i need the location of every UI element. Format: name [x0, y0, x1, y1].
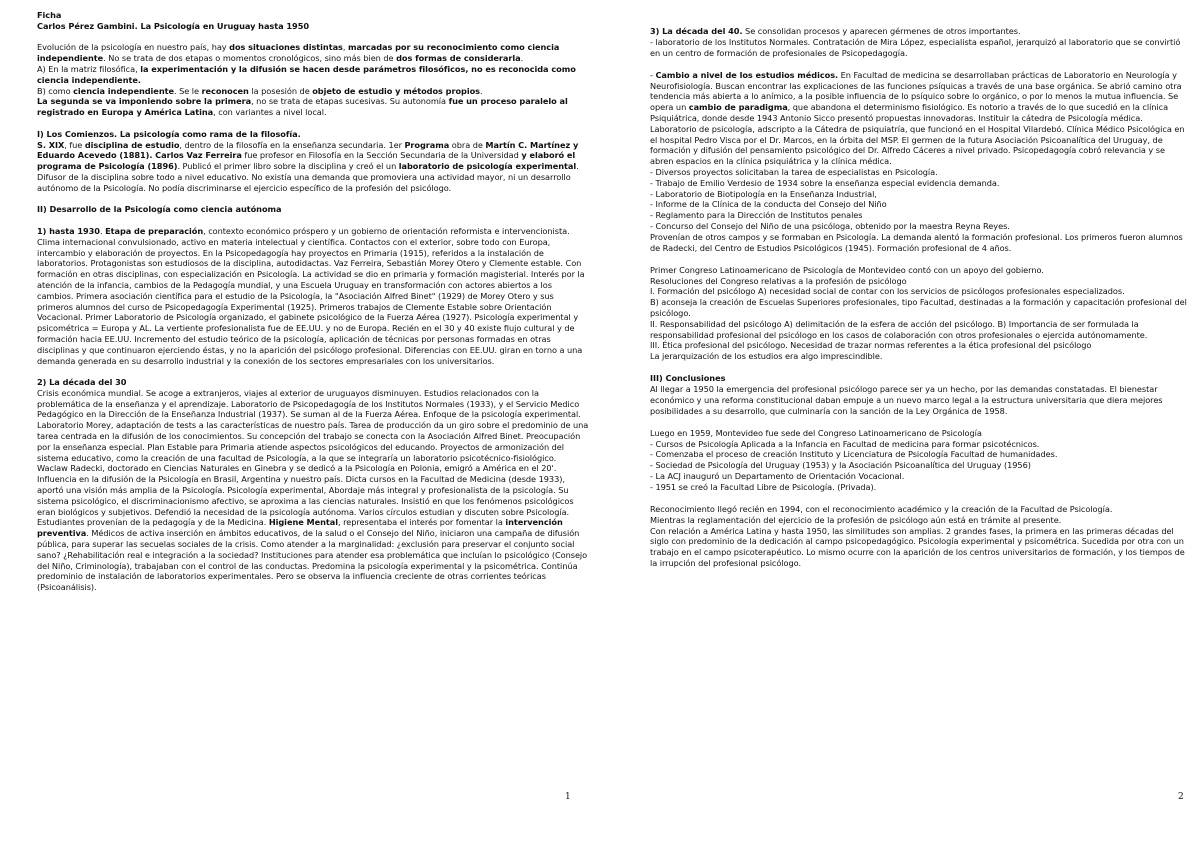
text-run: Al llegar a 1950 la emergencia del profesional psicólogo parece ser ya un hecho, por las demandas constatadas. El bienestar económico y una reforma constitucional daban empuje a un nuevo marco legal a la estructura universitaria que diera mejores posibilidades a su desarrollo, que culminaría con la sanción de la Ley Orgánica de 1958. [650, 384, 1163, 416]
paragraph [650, 210, 1190, 221]
text-run: - La ACJ inauguró un Departamento de Orientación Vocacional. [650, 471, 905, 482]
paragraph [650, 265, 1190, 276]
paragraph [37, 388, 589, 464]
text-run: Se consolidan procesos y aparecen gérmenes de otros importantes. [742, 26, 1021, 36]
bold-text-run: S. XIX [37, 139, 65, 150]
bold-text-run: dos situaciones distintas [229, 42, 343, 53]
text-run: II. Responsabilidad del psicólogo A) delimitación de la esfera de acción del psicólogo. B) Importancia de ser formulada la responsabilidad profesional del psicólogo en los casos de colaboración con otros profesionales o ejercida autónomamente. [650, 318, 1148, 340]
text-run: - 1951 se creó la Facultad Libre de Psicología. (Privada). [650, 481, 877, 492]
subsection-decada-30 [37, 388, 589, 593]
text-run: - Reglamento para la Dirección de Institutos penales [650, 210, 863, 221]
paragraph [650, 515, 1190, 526]
bold-text-run: Cambio a nivel de los estudios médicos. [655, 69, 839, 80]
section-heading-desarrollo: II) Desarrollo de la Psicología como ciencia autónoma [37, 204, 282, 215]
section-heading-comienzos: I) Los Comienzos. La psicología como rama de la filosofía. [37, 128, 301, 139]
text-run: Evolución de la psicología en nuestro país, hay [37, 42, 230, 53]
text-run: - Laboratorio de Biotipología en la Enseñanza Industrial, [650, 188, 877, 199]
text-run: B) aconseja la creación de Escuelas Superiores profesionales, tipo Facultad, destinadas a la formación y capacitación profesional del psicólogo. [650, 297, 1187, 318]
paragraph [650, 286, 1190, 297]
text-run: , no se trata de etapas sucesivas. Su autonomía [251, 96, 449, 107]
bold-text-run: ciencia independiente [73, 85, 174, 96]
text-run: . Se le [173, 85, 202, 96]
bold-text-run: marcadas por su reconocimiento como ciencia independiente [37, 42, 560, 64]
text-run: , dentro de la filosofía en la enseñanza secundaria. 1er [179, 139, 405, 150]
bold-text-run: intervención preventiva [37, 517, 563, 539]
text-run: Mientras la reglamentación del ejercicio de la profesión de psicólogo aún está en trámite al presente. [650, 514, 1062, 525]
paragraph [650, 428, 1190, 439]
text-run: . Publicó el primer libro sobre la disciplina y creó el un [177, 161, 399, 172]
paragraph [650, 70, 1190, 167]
bold-text-run: fue un proceso paralelo al registrado en Europa y América Latina [37, 96, 568, 118]
document-label: Ficha [37, 10, 62, 20]
page-number: 2 [1178, 792, 1184, 802]
bold-text-run: Programa [404, 139, 450, 150]
document-title: La Psicología en Uruguay hasta 1950 [140, 20, 309, 31]
text-run: - Sociedad de Psicología del Uruguay (1953) y la Asociación Psicoanalítica del Uruguay (1956) [650, 460, 1031, 471]
text-run: Luego en 1959, Montevideo fue sede del Congreso Latinoamericano de Psicología [650, 427, 982, 438]
paragraph [37, 42, 589, 64]
bold-text-run: 3) La década del 40. [650, 26, 743, 36]
cambio-estudios-medicos [650, 70, 1190, 254]
text-run: - Diversos proyectos solicitaban la tarea de especialistas en Psicología. [650, 166, 938, 177]
paragraph [37, 140, 589, 194]
paragraph [650, 232, 1190, 254]
bold-text-run: objeto de estudio y métodos propios [312, 85, 481, 96]
paragraph [650, 439, 1190, 450]
paragraph [650, 384, 1190, 416]
text-run: - laboratorio de los Institutos Normales. Contratación de Mira López, especialista español, jerarquizó al laboratorio que se convirtió en un centro de formación de profesionales de Psicopedagogía. [650, 36, 1181, 58]
text-run: obra de [449, 139, 486, 150]
paragraph [650, 221, 1190, 232]
paragraph [650, 37, 1190, 59]
page-2 [600, 0, 1200, 849]
text-run: , con variantes a nivel local. [213, 107, 327, 118]
bold-text-run: Martín C. Martínez y Eduardo Acevedo (1881). Carlos Vaz Ferreira [37, 139, 579, 161]
paragraph [650, 504, 1190, 515]
bold-text-run: 1) hasta 1930 [37, 225, 100, 236]
bold-text-run: cambio de paradigma [688, 102, 788, 113]
text-run: . [99, 225, 106, 236]
paragraph [37, 64, 589, 86]
bold-text-run: reconocen [201, 85, 249, 96]
text-run: En Facultad de medicina se desarrollaban prácticas de Laboratorio en Neurología y Neurofisiología. Buscan encontrar las explicaciones de las funciones psíquicas a través de una base orgánica. Se abrió camino otra tendencia más abierta a lo anímico, a la posible influencia de lo psíquico sobre lo orgánico, o por lo menos la mutua influencia. Se opera un [650, 69, 1182, 113]
paragraph [650, 482, 1190, 493]
text-run: , contexto económico próspero y un gobierno de orientación reformista e intervencionista. Clima internacional convulsionado, activo en materia intelectual y científica. Contactos con el exterior, sobre todo con Europa, intercambio y elaboración de proyectos. En la Psicopedagogía hay proyectos en Primaria (1915), referidos a la instalación de laboratorios. Protagonistas son estudiosos de la disciplina, autodidactas. Vaz Ferreira, Sebastián Morey Otero y Clemente estable. Con formación en otras disciplinas, con especialización en Psicología. La actividad se dio en primaria y formación magisterial. Interés por la atención de la infancia, cambios de la Pedagogía mundial, y una Escuela Uruguay en transformación con actores abiertos a los cambios. Primera asociación científica para el estudio de la Psicología, la "Asociación Alfred Binet" (1929) de Morey Otero y sus primeros alumnos del curso de Psicopedagogía Experimental (1925). Primeros trabajos de Clemente Estable sobre Orientación Vocacional. Primer Laboratorio de Psicología organizado, el gabinete psicológico de la Fuerza Aérea (1927). Psicología experimental y psicométrica = Europa y AL. La vertiente profesionalista fue de EE.UU. y no de Europa. Recién en el 30 y 40 existe flujo cultural y de formación hacia EE.UU. Incremento del estudio teórico de la psicología, aplicación de técnicas por personas formadas en otras disciplinas y que continuaron ejerciendo éstas, y no la aparición del psicólogo profesional. Diferencias con EE.UU. giran en torno a una demanda generada en su desarrollo industrial y la conexión de los sectores empresariales con los universitarios. [37, 225, 585, 366]
bold-text-run: dos formas de considerarla [396, 53, 521, 64]
text-run: - Cursos de Psicología Aplicada a la Infancia en Facultad de medicina para formar psicotécnicos. [650, 438, 1040, 449]
bold-text-run: disciplina de estudio [84, 139, 180, 150]
bold-text-run: laboratorio de psicología experimental [398, 161, 577, 172]
author-name: Carlos Pérez Gambini. [37, 20, 138, 31]
paragraph [650, 199, 1190, 210]
text-run: . No se trata de dos etapas o momentos cronológicos, sino más bien de [103, 53, 397, 64]
text-run: la posesión de [248, 85, 313, 96]
section-heading-conclusiones: III) Conclusiones [650, 373, 726, 384]
paragraph [650, 340, 1190, 351]
text-run: Con relación a América Latina y hasta 1950, las similitudes son amplias. 2 grandes fases, la primera en las primeras décadas del siglo con predominio de la dedicación al campo psicopedagógico. Psicología experimental y psicométrica. Sucedida por otra con un trabajo en el campo psicoterapéutico. Lo mismo ocurre con la aparición de los centros universitarios de formación, y los tiempos de la irrupción del profesional psicólogo. [650, 525, 1185, 569]
paragraph [650, 26, 1190, 37]
paragraph [650, 167, 1190, 178]
bold-text-run: y elaboró el programa de Psicología (1896) [37, 150, 576, 172]
bold-text-run: Higiene Mental [268, 517, 338, 528]
text-run: Waclaw Radecki, doctorado en Ciencias Naturales en Ginebra y se dedicó a la Psicología en Polonia, emigró a América en el 20'. Influencia en la difusión de la Psicología en Brasil, Argentina y nuestro país. Dicta cursos en la Facultad de Medicina (desde 1933), aportó una visión más amplia de la Psicología. Psicología experimental, Abordaje más integral y profesionalista de la psicología. Su sistema psicológico, el discriminacionismo afectivo, se aproxima a las ciencias naturales. Insistió en que los fenómenos psicológicos eran biológicos y subjetivos. Defendió la necesidad de la psicología autónoma. Varios círculos estudian y discuten sobre Psicología. Estudiantes provenían de la pedagogía y de la Medicina. [37, 463, 574, 528]
text-run: III. Ética profesional del psicólogo. Necesidad de trazar normas referentes a la ética profesional del psicólogo [650, 340, 1092, 351]
text-run: . [480, 85, 483, 96]
text-run: fue profesor en Filosofía en la Sección Secundaria de la Universidad [241, 150, 522, 161]
paragraph [650, 526, 1190, 569]
document-title-line [37, 21, 589, 32]
text-run: . [520, 53, 524, 64]
paragraph [650, 471, 1190, 482]
text-run: B) como [37, 85, 74, 96]
text-run: La jerarquización de los estudios era algo imprescindible. [650, 351, 883, 362]
conclusiones-body [650, 384, 1190, 416]
text-run: - Informe de la Clínica de la conducta del Consejo del Niño [650, 199, 887, 210]
paragraph [650, 449, 1190, 460]
paragraph [650, 460, 1190, 471]
congreso-1959-list [650, 428, 1190, 493]
page-1-text [37, 10, 589, 593]
text-run: , que abandona el determinismo fisiológico. Es notorio a través de lo que sucedió en la clínica Psiquiátrica, donde desde 1943 Antonio Sicco presentó propuestas innovadoras. Instituir la cátedra de Psicología médica. Laboratorio de psicología, adscripto a la Cátedra de psiquiatría, que funcionó en el Hospital Vilardebó. Clínica Médico Psicológica en el hospital Pedro Visca por el Dr. Marcos, en la órbita del MSP. El germen de la futura Asociación Psicoanalítica del Uruguay, de formación y difusión del pensamiento psicológico del Dr. Alfredo Cáceres a nivel privado. Psicopedagogía cobró relevancia y se abren espacios en la clínica psiquiátrica y la clínica médica. [650, 102, 1185, 167]
paragraph [650, 189, 1190, 200]
paragraph [37, 96, 589, 118]
text-run: - Concurso del Consejo del Niño de una psicóloga, obtenido por la maestra Reyna Reyes. [650, 220, 1010, 231]
bold-text-run: la experimentación y la difusión se hacen desde parámetros filosóficos, no es reconocida como ciencia independiente. [37, 63, 576, 85]
text-run: Reconocimiento llegó recién en 1994, con el reconocimiento académico y la creación de la Facultad de Psicología. [650, 504, 1113, 515]
paragraph [37, 86, 589, 97]
subsection-decada-40 [650, 26, 1190, 58]
text-run: . Difusor de la disciplina sobre todo a nivel educativo. No existía una demanda que promoviera una actividad mayor, ni un desarrollo autónomo de la Psicología. No podía discriminarse el ejercicio específico de la profesión del psicólogo. [37, 161, 579, 193]
subsection-heading-decada-30: 2) La década del 30 [37, 377, 127, 388]
paragraph [650, 319, 1190, 341]
text-run: , representaba el interés por fomentar la [338, 517, 506, 528]
text-run: I. Formación del psicólogo A) necesidad social de contar con los servicios de psicólogos profesionales especializados. [650, 286, 1125, 297]
primer-congreso [650, 265, 1190, 362]
reconocimiento-final [650, 504, 1190, 569]
text-run: - Trabajo de Emilio Verdesio de 1934 sobre la enseñanza especial evidencia demanda. [650, 177, 1000, 188]
paragraph [650, 276, 1190, 287]
paragraph [650, 178, 1190, 189]
bold-text-run: La segunda se va imponiendo sobre la primera [37, 96, 252, 107]
paragraph [650, 297, 1190, 319]
text-run: - [650, 69, 656, 80]
text-run: - Comenzaba el proceso de creación Instituto y Licenciatura de Psicología Facultad de humanidades. [650, 449, 1058, 460]
section-body-comienzos [37, 140, 589, 194]
text-run: A) En la matriz filosófica, [37, 63, 141, 74]
paragraph [650, 351, 1190, 362]
text-run: Primer Congreso Latinoamericano de Psicología de Montevideo contó con un apoyo del gobierno. [650, 264, 1044, 275]
text-run: Resoluciones del Congreso relativas a la profesión de psicólogo [650, 275, 907, 286]
page-2-text [650, 26, 1190, 569]
intro-block [37, 42, 589, 118]
text-run: . Médicos de activa inserción en ámbitos educativos, de la salud o el Consejo del Niño, iniciaron una campaña de difusión pública, para superar las secuelas sociales de la crisis. Como atender a la marginalidad: ¿exclusión para preservar el conjunto social sano? ¿Rehabilitación real e integración a la sociedad? Instituciones para atender esa problemática que incluían lo psicológico (Consejo del Niño, Criminología), trabajaban con el control de las conductas. Predomina la psicología experimental y la psicométrica. Continúa predominio de instalación de laboratorios experimentales. Pero se observa la influencia creciente de otras corrientes teóricas (Psicoanálisis). [37, 528, 588, 593]
paragraph [37, 226, 589, 366]
text-run: , [342, 42, 348, 53]
bold-text-run: Etapa de preparación [105, 225, 204, 236]
page-number: 1 [565, 792, 571, 802]
subsection-hasta-1930 [37, 226, 589, 366]
text-run: Provenían de otros campos y se formaban en Psicología. La demanda alentó la formación profesional. Los primeros fueron alumnos de Radecki, del Centro de Estudios Psicológicos (1945). Formación profesional de 4 años. [650, 231, 1183, 253]
text-run: Crisis económica mundial. Se acoge a extranjeros, viajes al exterior de uruguayos disminuyen. Estudios relacionados con la problemática de la enseñanza y el aprendizaje. Laboratorio de Psicopedagogía de los Institutos Normales (1933), y el Servicio Medico Pedagógico en la Dirección de la Enseñanza Industrial (1937). Se suman al de la Fuerza Aérea. Enfoque de la psicología experimental. Laboratorio Morey, adaptación de tests a las características de nuestro país. Tarea de producción da un giro sobre el predominio de una tarea centrada en la difusión de los conocimientos. Su concepción del trabajo se conecta con la Asociación Alfred Binet. Preocupación por la enseñanza especial. Plan Estable para Primaria atiende aspectos psicológicos del educando. Proyectos de armonización del sistema educativo, como la creación de una facultad de Psicología, a la que se integraría un laboratorio psicotécnico-fisiológico. [37, 387, 589, 463]
paragraph [37, 463, 589, 593]
text-run: , fue [64, 139, 85, 150]
